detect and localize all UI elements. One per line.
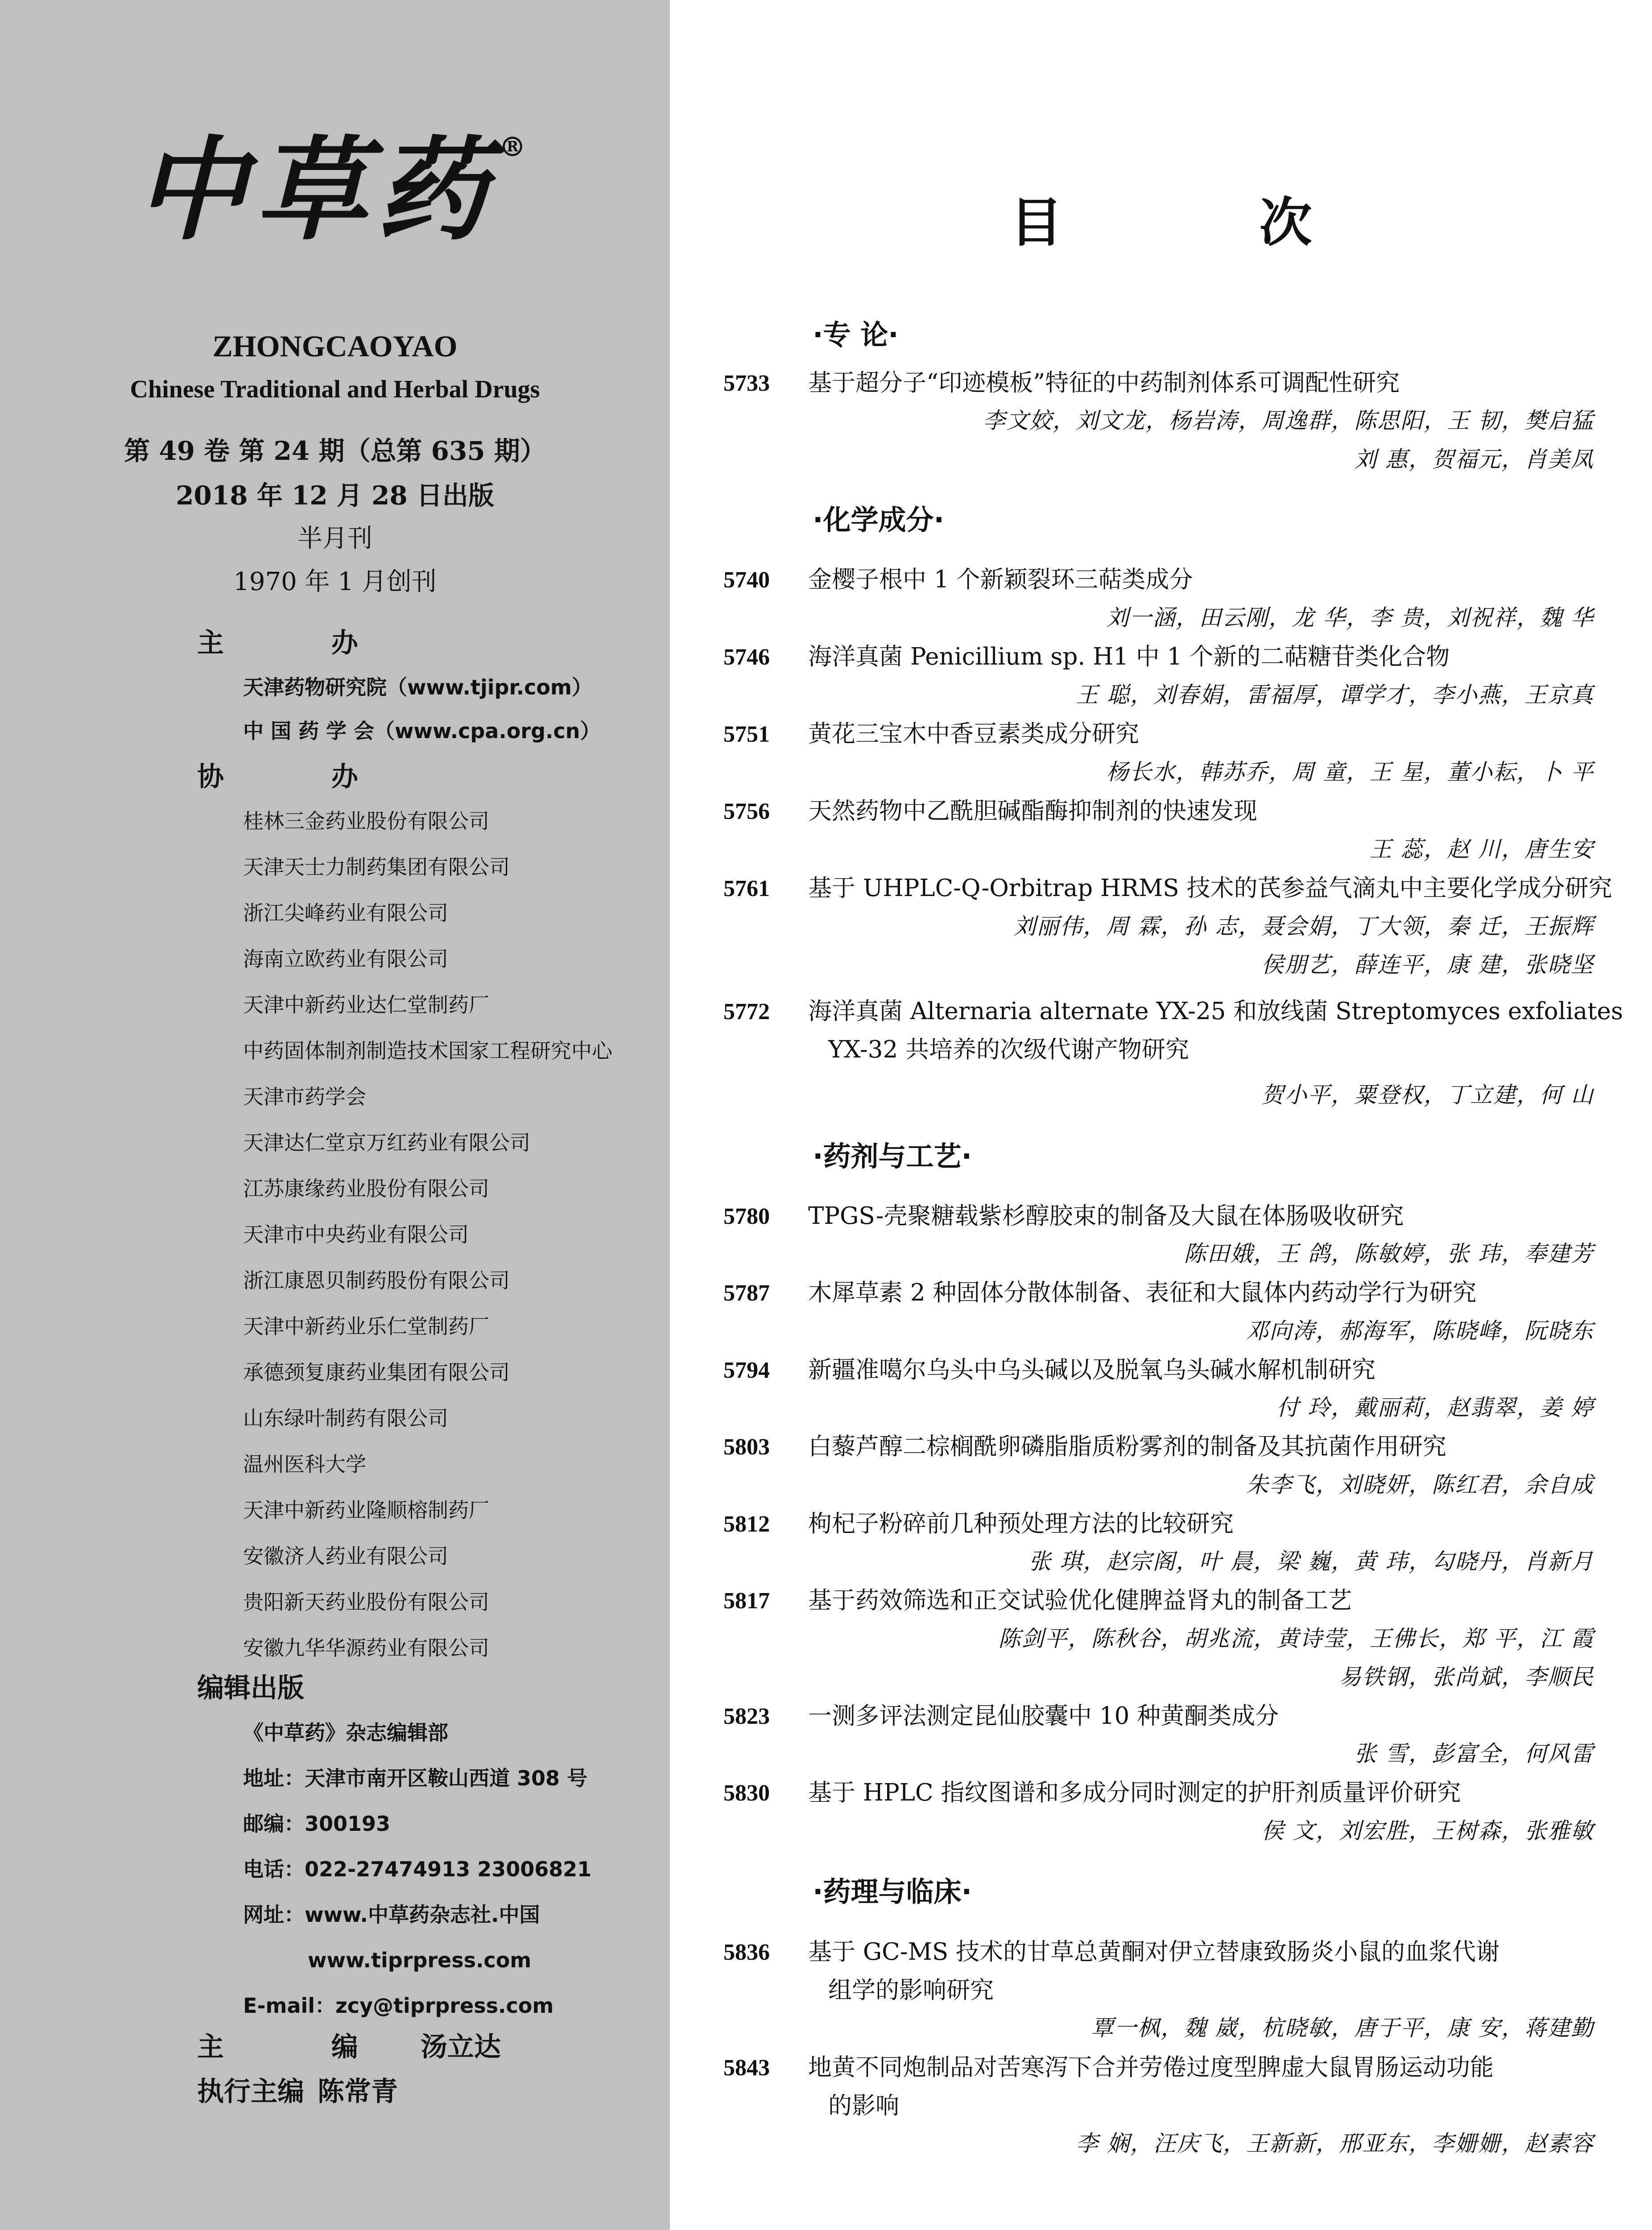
entry-page: 5794 <box>723 1358 770 1383</box>
section-heading: ·专 论· <box>813 318 899 351</box>
entry-title-continued: 组学的影响研究 <box>828 1977 994 2004</box>
journal-logo <box>0 124 670 255</box>
entry-title: 地黄不同炮制品对苦寒泻下合并劳倦过度型脾虚大鼠胃肠运动功能 <box>808 2054 1494 2081</box>
entry-page: 5787 <box>723 1280 770 1306</box>
toc-entry[interactable] <box>723 1204 1404 1228</box>
entry-title: 黄花三宝木中香豆素类成分研究 <box>808 720 1139 747</box>
toc-entry[interactable] <box>723 1281 1476 1305</box>
publisher-heading: 编辑出版 <box>197 1672 304 1704</box>
entry-authors: 陈剑平，陈秋谷，胡兆流，黄诗莹，王佛长，郑 平，江 霞 <box>998 1626 1594 1652</box>
cosponsor-item: 江苏康缘药业股份有限公司 <box>243 1177 489 1201</box>
cosponsor-item: 承德颈复康药业集团有限公司 <box>243 1360 510 1384</box>
toc-entry[interactable] <box>723 1940 1499 1964</box>
entry-authors: 易铁钢，张尚斌，李顺民 <box>1339 1664 1594 1690</box>
entry-title: 基于超分子“印迹模板”特征的中药制剂体系可调配性研究 <box>808 369 1400 396</box>
registered-mark: ® <box>499 132 535 163</box>
entry-authors: 张 雪，彭富全，何风雷 <box>1354 1741 1594 1767</box>
toc-entry[interactable] <box>723 568 1193 592</box>
founded-date: 1970 年 1 月创刊 <box>233 567 437 596</box>
entry-page: 5756 <box>723 799 770 824</box>
publisher-email: E-mail：zcy@tiprpress.com <box>243 1994 554 2018</box>
toc-entry[interactable] <box>723 371 1400 395</box>
entry-title-continued: 的影响 <box>828 2092 899 2119</box>
toc-entry[interactable] <box>723 1589 1352 1613</box>
section-heading: ·化学成分· <box>813 504 945 536</box>
entry-page: 5836 <box>723 1940 770 1965</box>
toc-entry[interactable] <box>723 1781 1461 1805</box>
entry-page: 5746 <box>723 644 770 670</box>
toc-entry[interactable] <box>723 876 1612 900</box>
cosponsor-item: 桂林三金药业股份有限公司 <box>243 809 489 833</box>
publisher-phone: 电话：022-27474913 23006821 <box>243 1857 592 1881</box>
entry-authors: 李 娴，汪庆飞，王新新，邢亚东，李姗姗，赵素容 <box>1076 2131 1594 2156</box>
toc-entry[interactable] <box>723 1704 1279 1728</box>
cosponsor-item: 天津中新药业达仁堂制药厂 <box>243 993 489 1017</box>
chief-editor-label: 主 编 <box>197 2032 407 2063</box>
executive-editor-label: 执行主编 <box>197 2076 304 2107</box>
entry-authors: 侯 文，刘宏胜，王树森，张雅敏 <box>1261 1818 1594 1844</box>
entry-title: 白藜芦醇二棕榈酰卵磷脂脂质粉雾剂的制备及其抗菌作用研究 <box>808 1433 1446 1460</box>
logo-text: 中草药 <box>135 124 496 255</box>
journal-english-title: ZHONGCAOYAO <box>212 329 458 363</box>
executive-editor-name: 陈常青 <box>318 2076 398 2107</box>
toc-entry[interactable] <box>723 722 1139 746</box>
cosponsor-item: 温州医科大学 <box>243 1452 366 1476</box>
sponsor-item: 中 国 药 学 会（www.cpa.org.cn） <box>243 719 601 743</box>
entry-page: 5761 <box>723 876 770 901</box>
cosponsor-item: 山东绿叶制药有限公司 <box>243 1406 448 1430</box>
entry-page: 5751 <box>723 722 770 747</box>
section-heading: ·药理与临床· <box>813 1875 972 1908</box>
entry-authors: 王 蕊，赵 川，唐生安 <box>1369 836 1594 862</box>
entry-title: 枸杞子粉碎前几种预处理方法的比较研究 <box>808 1510 1234 1537</box>
toc-entry[interactable] <box>723 1358 1375 1382</box>
sponsor-heading: 主 办 <box>197 628 407 659</box>
entry-authors: 付 玲，戴丽莉，赵翡翠，姜 婷 <box>1276 1395 1594 1421</box>
entry-title: 基于 GC-MS 技术的甘草总黄酮对伊立替康致肠炎小鼠的血浆代谢 <box>808 1938 1500 1966</box>
toc-entry[interactable] <box>723 645 1450 669</box>
entry-authors: 杨长水，韩苏乔，周 童，王 星，董小耘，卜 平 <box>1106 759 1594 785</box>
journal-english-subtitle: Chinese Traditional and Herbal Drugs <box>130 376 540 403</box>
entry-authors: 刘丽伟，周 霖，孙 志，聂会娟，丁大领，秦 迁，王振辉 <box>1013 913 1594 939</box>
entry-authors: 侯朋艺，薛连平，康 建，张晓坚 <box>1261 952 1594 978</box>
cosponsor-item: 中药固体制剂制造技术国家工程研究中心 <box>243 1039 612 1063</box>
cosponsor-item: 天津市药学会 <box>243 1085 366 1109</box>
entry-page: 5780 <box>723 1204 770 1229</box>
entry-title: 新疆准噶尔乌头中乌头碱以及脱氧乌头碱水解机制研究 <box>808 1356 1375 1383</box>
entry-page: 5740 <box>723 567 770 593</box>
toc-entry[interactable] <box>723 1435 1446 1459</box>
entry-title: 一测多评法测定昆仙胶囊中 10 种黄酮类成分 <box>808 1702 1279 1730</box>
toc-title: 目 次 <box>1010 192 1401 253</box>
toc-entry[interactable] <box>723 1512 1234 1536</box>
entry-page: 5803 <box>723 1434 770 1460</box>
cosponsor-item: 海南立欧药业有限公司 <box>243 947 448 971</box>
entry-page: 5772 <box>723 999 770 1024</box>
entry-authors: 邓向涛，郝海军，陈晓峰，阮晓东 <box>1246 1318 1594 1344</box>
publisher-website-alt: www.tiprpress.com <box>308 1948 532 1972</box>
sponsor-item: 天津药物研究院（www.tjipr.com） <box>243 675 592 699</box>
cosponsor-item: 安徽九华华源药业有限公司 <box>243 1636 489 1660</box>
chief-editor-name: 汤立达 <box>420 2032 501 2063</box>
entry-authors: 张 琪，赵宗阁，叶 晨，梁 巍，黄 玮，勾晓丹，肖新月 <box>1028 1549 1594 1574</box>
chief-editor <box>197 2034 501 2061</box>
cosponsor-item: 安徽济人药业有限公司 <box>243 1544 448 1568</box>
entry-authors: 王 聪，刘春娟，雷福厚，谭学才，李小燕，王京真 <box>1076 682 1594 708</box>
publisher-website: 网址：www.中草药杂志社.中国 <box>243 1903 540 1927</box>
entry-page: 5812 <box>723 1511 770 1537</box>
executive-editor <box>197 2078 398 2105</box>
toc-entry[interactable] <box>723 999 1623 1024</box>
volume-issue: 第 49 卷 第 24 期（总第 635 期） <box>124 436 546 466</box>
entry-title: 金樱子根中 1 个新颖裂环三萜类成分 <box>808 566 1193 593</box>
publication-date: 2018 年 12 月 28 日出版 <box>176 480 494 511</box>
entry-title: 基于 UHPLC-Q-Orbitrap HRMS 技术的芪参益气滴丸中主要化学成分研究 <box>808 875 1612 902</box>
entry-page: 5817 <box>723 1588 770 1614</box>
entry-authors: 刘一涵，田云刚，龙 华，李 贵，刘祝祥，魏 华 <box>1106 605 1594 631</box>
cosponsor-heading: 协 办 <box>197 761 407 793</box>
cosponsor-item: 天津天士力制药集团有限公司 <box>243 855 510 879</box>
entry-authors: 李文姣，刘文龙，杨岩涛，周逸群，陈思阳，王 韧，樊启猛 <box>983 408 1594 434</box>
entry-page: 5823 <box>723 1704 770 1729</box>
publisher-postcode: 邮编：300193 <box>243 1812 391 1836</box>
entry-authors: 朱李飞，刘晓妍，陈红君，余自成 <box>1246 1472 1594 1498</box>
cosponsor-item: 贵阳新天药业股份有限公司 <box>243 1590 489 1614</box>
entry-title: 基于 HPLC 指纹图谱和多成分同时测定的护肝剂质量评价研究 <box>808 1779 1461 1806</box>
entry-page: 5843 <box>723 2055 770 2081</box>
cosponsor-item: 浙江尖峰药业有限公司 <box>243 901 448 925</box>
publication-frequency: 半月刊 <box>297 524 372 553</box>
entry-title: 海洋真菌 Alternaria alternate YX-25 和放线菌 Streptomyces exfoliates <box>808 998 1623 1025</box>
cosponsor-item: 天津中新药业乐仁堂制药厂 <box>243 1314 489 1338</box>
toc-entry[interactable] <box>723 799 1257 823</box>
cosponsor-item: 天津市中央药业有限公司 <box>243 1222 469 1247</box>
entry-title: 木犀草素 2 种固体分散体制备、表征和大鼠体内药动学行为研究 <box>808 1279 1477 1306</box>
entry-page: 5733 <box>723 371 770 396</box>
publisher-item: 《中草药》杂志编辑部 <box>243 1721 448 1745</box>
entry-page: 5830 <box>723 1780 770 1806</box>
cosponsor-item: 天津中新药业隆顺榕制药厂 <box>243 1498 489 1522</box>
toc-entry[interactable] <box>723 2056 1494 2080</box>
entry-title: 海洋真菌 Penicillium sp. H1 中 1 个新的二萜糖苷类化合物 <box>808 643 1450 670</box>
section-heading: ·药剂与工艺· <box>813 1140 972 1173</box>
cosponsor-item: 浙江康恩贝制药股份有限公司 <box>243 1268 510 1293</box>
entry-title: 天然药物中乙酰胆碱酯酶抑制剂的快速发现 <box>808 797 1257 825</box>
entry-authors: 贺小平，粟登权，丁立建，何 山 <box>1261 1082 1594 1108</box>
table-of-contents <box>670 0 1652 2230</box>
entry-title: 基于药效筛选和正交试验优化健脾益肾丸的制备工艺 <box>808 1587 1352 1614</box>
entry-authors: 覃一枫，魏 崴，杭晓敏，唐于平，康 安，蒋建勤 <box>1091 2015 1594 2041</box>
entry-title: TPGS-壳聚糖载紫杉醇胶束的制备及大鼠在体肠吸收研究 <box>808 1202 1404 1230</box>
publisher-address: 地址：天津市南开区鞍山西道 308 号 <box>243 1766 588 1790</box>
entry-authors: 陈田娥，王 鸽，陈敏婷，张 玮，奉建芳 <box>1184 1241 1594 1267</box>
entry-title-continued: YX-32 共培养的次级代谢产物研究 <box>828 1036 1189 1063</box>
cosponsor-item: 天津达仁堂京万红药业有限公司 <box>243 1131 530 1155</box>
masthead-sidebar <box>0 0 670 2230</box>
entry-authors: 刘 惠，贺福元，肖美凤 <box>1354 446 1594 472</box>
